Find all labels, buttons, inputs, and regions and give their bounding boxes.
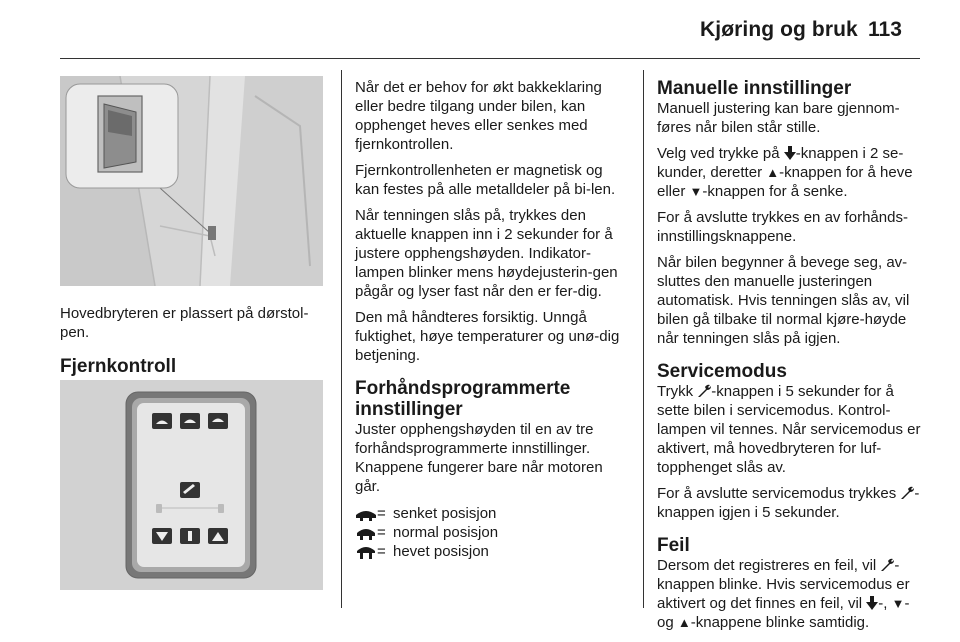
paragraph: Velg ved trykke på -knappen i 2 se-kunder, deretter ▲-knappen for å heve eller ▼-knappen for å senke. (657, 145, 913, 200)
right-column (657, 78, 923, 639)
paragraph: Når det er behov for økt bakkeklaring eller bedre tilgang under bilen, kan opphenget heves eller senkes med fjernkontrollen. (355, 79, 602, 153)
raised-car-icon (355, 545, 377, 559)
paragraph: Trykk -knappen i 5 sekunder for å sette bilen i servicemodus. Kontrol-lampen vil tennes. Når servicemodus er aktivert, må hovedbryteren for luf-topphenget slås av. (657, 383, 921, 476)
middle-column (355, 78, 627, 561)
header-rule (60, 58, 920, 59)
legend-row-lowered (355, 504, 627, 523)
equals-sign: = (377, 524, 386, 541)
remote-control-illustration (60, 380, 323, 590)
up-arrow-icon: ▲ (766, 165, 780, 180)
left-column (60, 304, 328, 377)
section-title: Kjøring og bruk (700, 18, 858, 41)
lowered-car-icon (355, 507, 377, 521)
paragraph: Juster opphengshøyden til en av tre forhåndsprogrammerte innstillinger. Knappene fungerer bare når motoren går. (355, 421, 603, 495)
main-switch-illustration (60, 76, 323, 286)
legend-row-normal (355, 523, 627, 542)
manual-settings-heading: Manuelle innstillinger (657, 78, 852, 99)
page-number: 113 (868, 18, 902, 41)
wrench-icon (900, 486, 914, 500)
paragraph: Manuell justering kan bare gjennom-føres når bilen står stille. (657, 100, 900, 136)
normal-car-icon (355, 526, 377, 540)
paragraph: Den må håndteres forsiktig. Unngå fuktighet, høye temperaturer og unø-dig betjening. (355, 309, 620, 364)
wrench-icon (880, 558, 894, 572)
legend-text: normal posisjon (393, 524, 499, 541)
column-divider-right (643, 70, 644, 608)
door-pillar-drawing (60, 76, 323, 286)
paragraph: Når bilen begynner å bevege seg, av-sluttes den manuelle justeringen automatisk. Hvis tenningen slås av, vil bilen gå tilbake til normal kjøre-høyde når tenningen slås på igjen. (657, 254, 910, 347)
paragraph: For å avslutte servicemodus trykkes -knappen igjen i 5 sekunder. (657, 485, 920, 521)
preset-settings-heading: Forhåndsprogrammerte innstillinger (355, 378, 571, 420)
paragraph: Dersom det registreres en feil, vil -knappen blinke. Hvis servicemodus er aktivert og det finnes en feil, vil -, ▼- og ▲-knappene blinke samtidig. (657, 557, 910, 631)
remote-control-heading: Fjernkontroll (60, 356, 177, 377)
service-mode-heading: Servicemodus (657, 361, 787, 382)
fault-heading: Feil (657, 535, 690, 556)
paragraph: Fjernkontrollenheten er magnetisk og kan festes på alle metalldeler på bi-len. (355, 162, 616, 198)
down-arrow-icon: ▼ (689, 184, 703, 199)
legend-text: senket posisjon (393, 505, 497, 522)
remote-control-drawing (60, 380, 323, 590)
down-arrow-icon: ▼ (891, 596, 905, 611)
equals-sign: = (377, 543, 386, 560)
manual-adjust-icon (784, 146, 796, 160)
preset-legend (355, 504, 627, 561)
legend-text: hevet posisjon (393, 543, 489, 560)
manual-adjust-icon (866, 596, 878, 610)
legend-row-raised (355, 542, 627, 561)
up-arrow-icon: ▲ (677, 615, 691, 630)
figure-caption: Hovedbryteren er plassert på dørstol-pen. (60, 305, 309, 341)
equals-sign: = (377, 505, 386, 522)
wrench-icon (697, 384, 711, 398)
paragraph: For å avslutte trykkes en av forhånds-innstillingsknappene. (657, 209, 908, 245)
paragraph: Når tenningen slås på, trykkes den aktuelle knappen inn i 2 sekunder for å justere opphengshøyden. Indikator-lampen blinker mens høydejusterin-gen pågår og lyser fast når den er fer-dig. (355, 207, 618, 300)
column-divider-left (341, 70, 342, 608)
